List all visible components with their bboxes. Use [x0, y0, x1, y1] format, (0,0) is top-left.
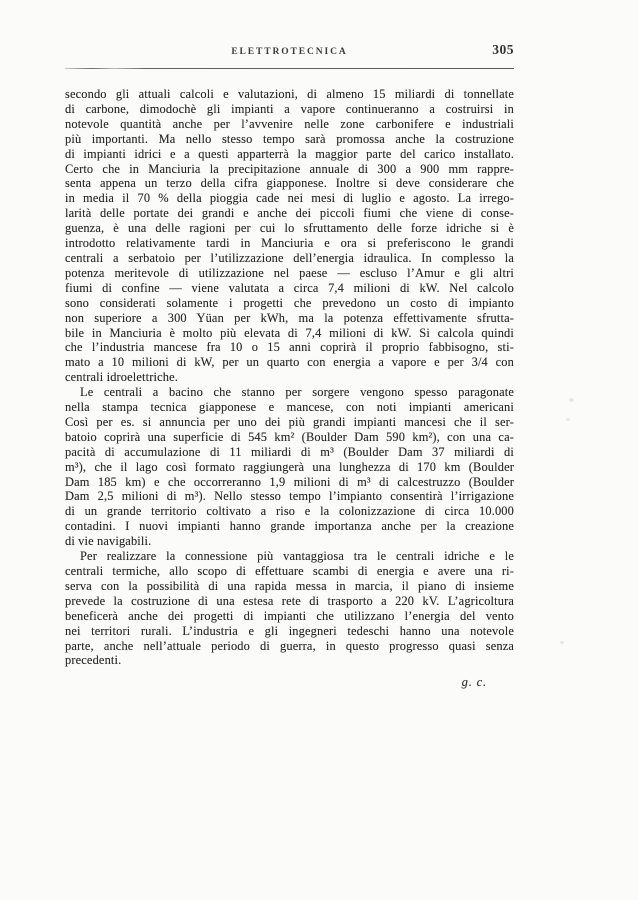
header-rule — [65, 68, 514, 69]
text-line: precedenti. — [65, 653, 122, 668]
text-line: di impianti idrici e a questi apparterrà la maggior parte del carico installato. — [65, 146, 514, 161]
text-line: Così per es. si annuncia per uno dei più grandi impianti mancesi che il ser- — [65, 414, 514, 429]
scan-speck — [566, 418, 570, 421]
text-line: parte, anche nell’attuale periodo di guerra, in questo progresso quasi senza — [65, 638, 514, 653]
text-line: introdotto relativamente tardi in Manciuria e ora si preferiscono le grandi — [65, 236, 514, 251]
text-line: che l’industria mancese fra 10 o 15 anni coprirà il proprio fabbisogno, sti- — [65, 340, 514, 355]
text-line: Per realizzare la connessione più vantaggiosa tra le centrali idriche e le — [80, 549, 514, 564]
journal-title: ELETTROTECNICA — [231, 47, 348, 57]
text-line: in media il 70 % della pioggia cade nei mesi di luglio e agosto. La irrego- — [65, 191, 514, 206]
scan-speck — [560, 641, 564, 644]
page-number: 305 — [492, 42, 514, 57]
text-line: batoio coprirà una superficie di 545 km² (Boulder Dam 590 km²), con una ca- — [65, 429, 514, 444]
author-initials: g. c. — [461, 675, 487, 690]
text-line: nella stampa tecnica giapponese e mancese, con noti impianti americani — [65, 400, 514, 415]
text-line: centrali idroelettriche. — [65, 370, 178, 385]
text-line: bile in Manciuria è molto più elevata di 7,4 milioni di kW. Si calcola quindi — [65, 325, 514, 340]
scan-speck — [569, 398, 574, 402]
text-line: Dam 2,5 milioni di m³). Nello stesso tempo l’impianto consentirà l’irrigazione — [65, 489, 514, 504]
article-text-block — [65, 87, 514, 690]
text-line: fiumi di confine — viene valutata a circa 7,4 milioni di kW. Nel calcolo — [65, 280, 514, 295]
text-line: larità delle portate dei grandi e anche dei piccoli fiumi che viene di conse- — [65, 206, 514, 221]
text-line: Dam 185 km) e che occorreranno 1,9 milioni di m³ di calcestruzzo (Boulder — [65, 474, 514, 489]
text-line: contadini. I nuovi impianti hanno grande importanza anche per la creazione — [65, 519, 514, 534]
text-line: guenza, è una delle ragioni per cui lo sfruttamento delle forze idriche si è — [65, 221, 514, 236]
text-line: più importanti. Ma nello stesso tempo sarà promossa anche la costruzione — [65, 131, 514, 146]
text-line: centrali a serbatoio per l’utilizzazione dell’energia idraulica. In complesso la — [65, 250, 514, 265]
text-line: beneficerà anche dei progetti di impianti che utilizzano l’energia del vento — [65, 608, 514, 623]
text-line: senta appena un terzo della cifra giapponese. Inoltre si deve considerare che — [65, 176, 514, 191]
text-line: potenza meritevole di utilizzazione nel paese — escluso l’Amur e gli altri — [65, 265, 514, 280]
text-line: serva con la possibilità di una rapida messa in marcia, il piano di insieme — [65, 578, 514, 593]
text-line: secondo gli attuali calcoli e valutazioni, di almeno 15 miliardi di tonnellate — [65, 87, 514, 101]
text-line: centrali termiche, allo scopo di effettuare scambi di energia e avere una ri- — [65, 564, 514, 578]
text-line: mato a 10 milioni di kW, per un quarto con energia a vapore e per 3/4 con — [65, 355, 514, 370]
text-line: sono considerati solamente i progetti che prevedono un costo di impianto — [65, 295, 514, 310]
text-line: di vie navigabili. — [65, 534, 152, 549]
text-line: prevede la costruzione di una estesa rete di trasporto a 220 kV. L’agricoltura — [65, 593, 514, 608]
text-line: nei territori rurali. L’industria e gli ingegneri tedeschi hanno una notevole — [65, 623, 514, 638]
text-line: di carbone, dimodochè gli impianti a vapore continueranno a costruirsi in — [65, 101, 514, 116]
text-line: m³), che il lago così formato raggiungerà una lunghezza di 170 km (Boulder — [65, 459, 514, 474]
text-line: Certo che in Manciuria la precipitazione annuale di 300 a 900 mm rappre- — [65, 161, 514, 176]
text-line: pacità di accumulazione di 11 miliardi di m³ (Boulder Dam 37 miliardi di — [65, 444, 514, 459]
text-line: Le centrali a bacino che stanno per sorgere vengono spesso paragonate — [80, 385, 514, 400]
text-line: di un grande territorio coltivato a riso e la colonizzazione di circa 10.000 — [65, 504, 514, 519]
text-line: notevole quantità anche per l’avvenire nelle zone carbonifere e industriali — [65, 116, 514, 131]
text-line: non superiore a 300 Yüan per kWh, ma la potenza effettivamente sfrutta- — [65, 310, 514, 325]
